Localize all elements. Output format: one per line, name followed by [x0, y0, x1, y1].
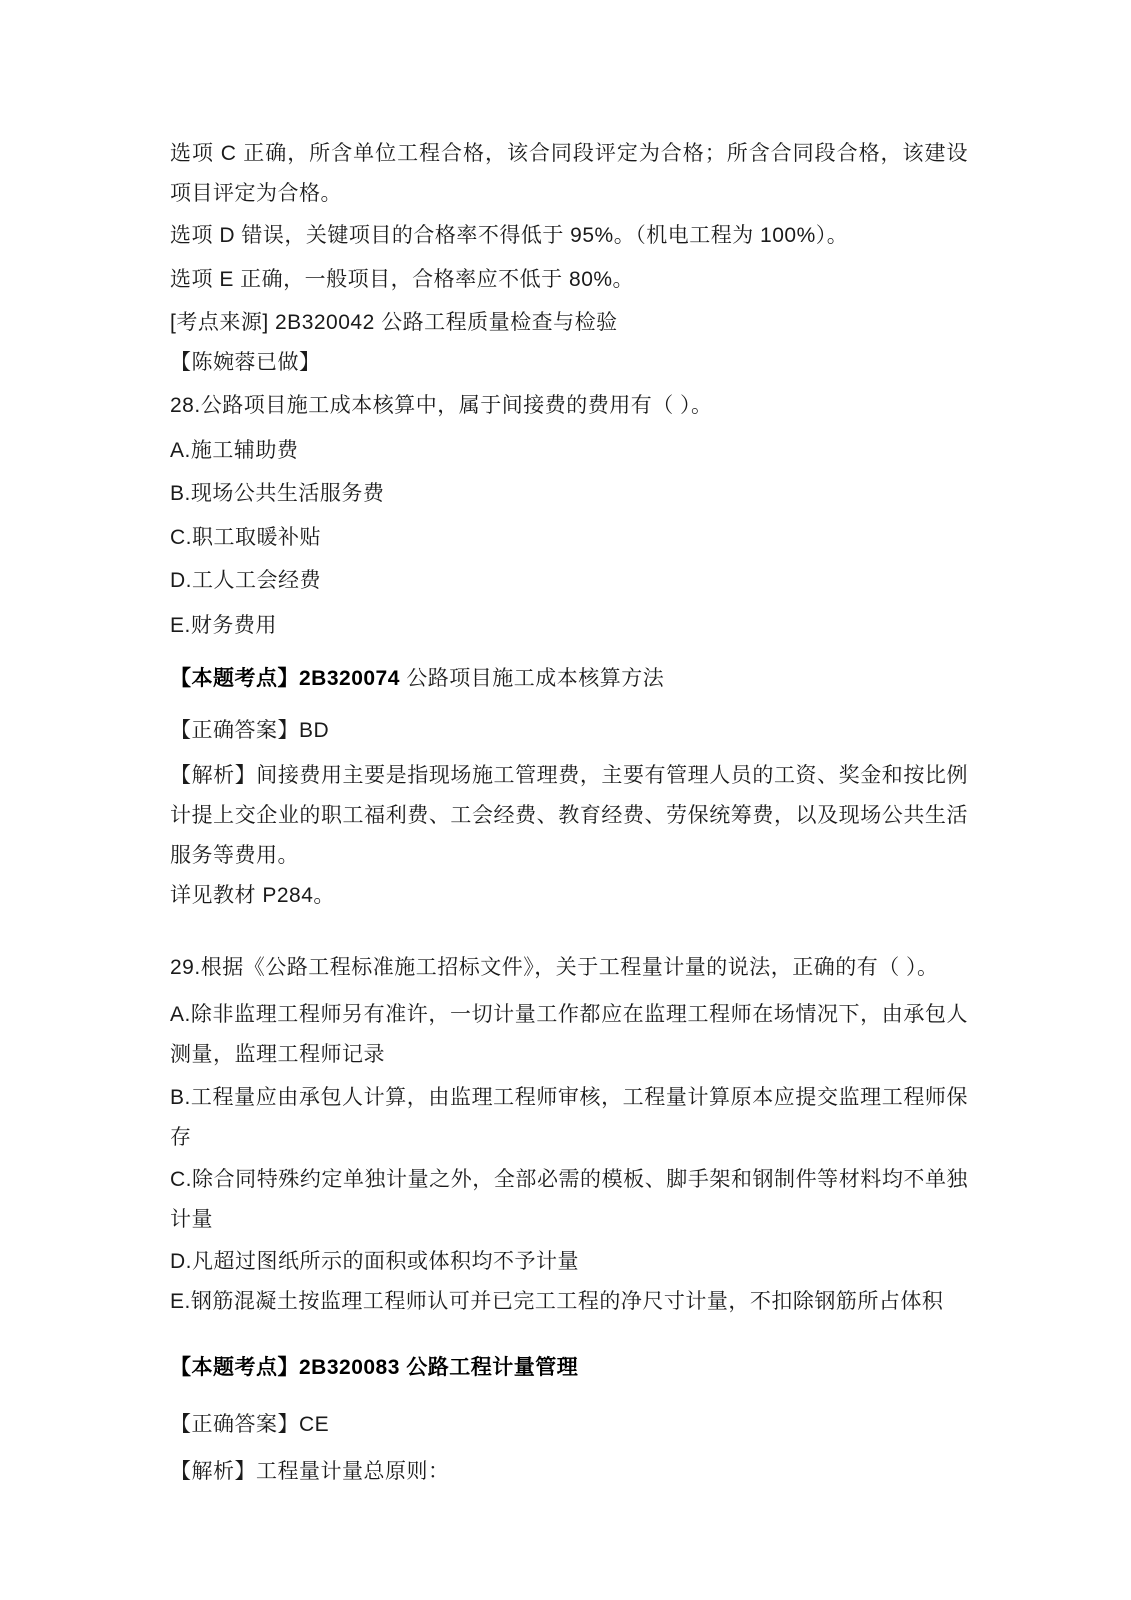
q29-option-b: B.工程量应由承包人计算，由监理工程师审核，工程量计算原本应提交监理工程师保存 — [170, 1086, 968, 1149]
q29-answer-line: 【正确答案】CE — [170, 1413, 330, 1436]
q29-option-c: C.除合同特殊约定单独计量之外，全部必需的模板、脚手架和钢制件等材料均不单独计量 — [170, 1168, 968, 1231]
q29-topic-line — [170, 1348, 968, 1388]
q28-topic-rest: 公路项目施工成本核算方法 — [399, 667, 665, 690]
q29-topic-bold: 【本题考点】2B320083 公路工程计量管理 — [170, 1356, 579, 1379]
question-29-stem: 29.根据《公路工程标准施工招标文件》，关于工程量计量的说法，正确的有（ ）。 — [170, 956, 939, 979]
document-content — [170, 134, 968, 1492]
q28-reference: 详见教材 P284。 — [170, 884, 335, 907]
q28-option-d: D.工人工会经费 — [170, 569, 321, 592]
analysis-option-c: 选项 C 正确，所含单位工程合格，该合同段评定为合格；所含合同段合格，该建设项目评定为合格。 — [170, 142, 968, 205]
q29-option-d: D.凡超过图纸所示的面积或体积均不予计量 — [170, 1250, 579, 1273]
user-done-note: 【陈婉蓉已做】 — [170, 351, 321, 374]
q28-topic-bold: 【本题考点】2B320074 — [170, 667, 400, 690]
q28-topic-line — [170, 659, 968, 699]
q29-option-a: A.除非监理工程师另有准许，一切计量工作都应在监理工程师在场情况下，由承包人测量，监理工程师记录 — [170, 1003, 968, 1066]
question-28-stem: 28.公路项目施工成本核算中，属于间接费的费用有（ ）。 — [170, 394, 713, 417]
source-note: [考点来源] 2B320042 公路工程质量检查与检验 — [170, 311, 618, 334]
q28-answer-line: 【正确答案】BD — [170, 719, 330, 742]
q28-option-e: E.财务费用 — [170, 614, 277, 637]
q28-option-b: B.现场公共生活服务费 — [170, 482, 385, 505]
analysis-option-d: 选项 D 错误，关键项目的合格率不得低于 95%。（机电工程为 100%）。 — [170, 224, 849, 247]
analysis-option-e: 选项 E 正确，一般项目，合格率应不低于 80%。 — [170, 268, 635, 291]
q28-option-c: C.职工取暖补贴 — [170, 526, 321, 549]
q29-explanation-intro: 【解析】工程量计量总原则： — [170, 1460, 450, 1483]
q29-option-e: E.钢筋混凝土按监理工程师认可并已完工工程的净尺寸计量，不扣除钢筋所占体积 — [170, 1290, 944, 1313]
q28-option-a: A.施工辅助费 — [170, 439, 299, 462]
q28-explanation: 【解析】间接费用主要是指现场施工管理费，主要有管理人员的工资、奖金和按比例计提上交企业的职工福利费、工会经费、教育经费、劳保统筹费，以及现场公共生活服务等费用。 — [170, 764, 968, 867]
